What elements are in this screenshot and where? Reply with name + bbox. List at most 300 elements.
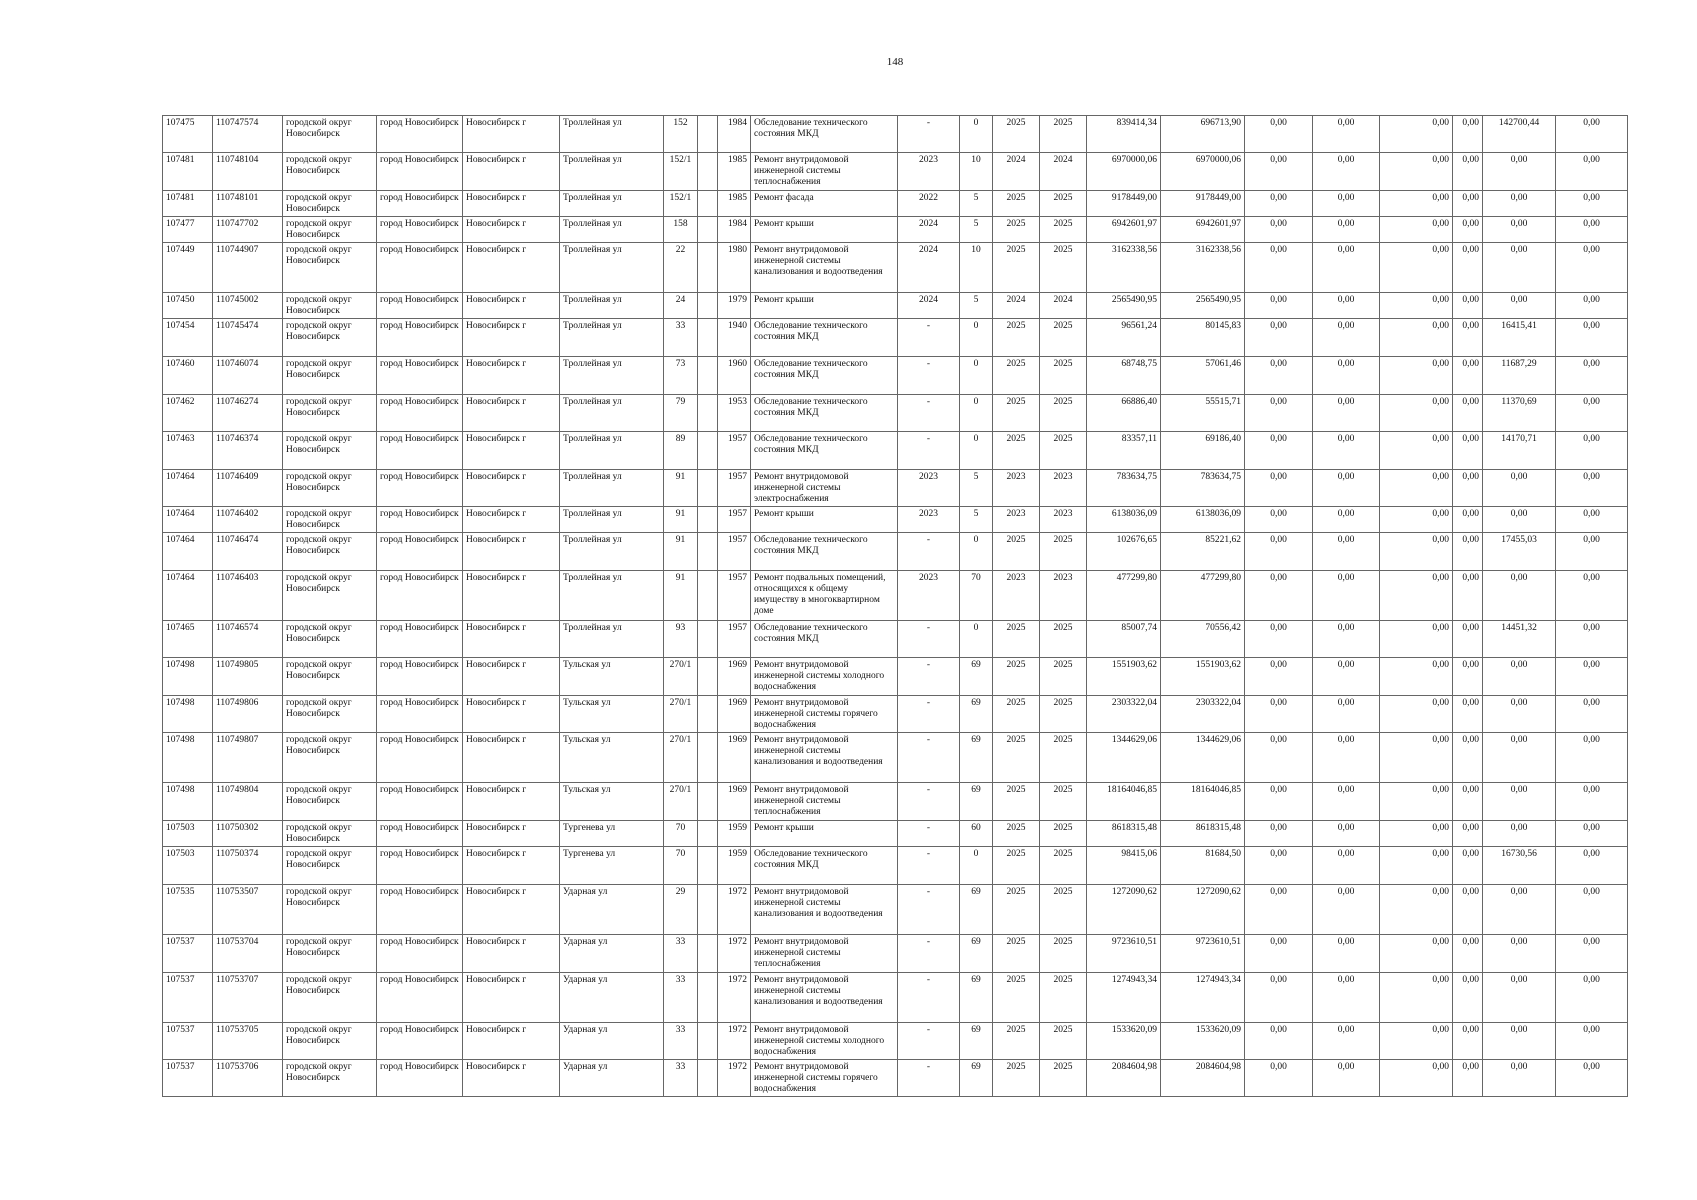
cell-fund-cost: 1272090,62: [1161, 885, 1245, 935]
cell-regional-funds: 0,00: [1313, 507, 1380, 533]
cell-wear-percent: 60: [960, 821, 993, 847]
table-row: [163, 432, 1628, 470]
cell-street: Ударная ул: [560, 885, 664, 935]
cell-regional-funds: 0,00: [1313, 357, 1380, 395]
cell-year-built: 1979: [718, 293, 751, 319]
cell-work-type: Ремонт подвальных помещений, относящихся к общему имуществу в многоквартирном доме: [751, 571, 898, 621]
cell-year-built: 1984: [718, 116, 751, 153]
cell-prev-repair-year: -: [898, 696, 960, 733]
cell-extra-funds: 0,00: [1556, 432, 1628, 470]
cell-fund-cost: 85221,62: [1161, 533, 1245, 571]
page-number: 148: [886, 56, 904, 68]
cell-total-cost: 9723610,51: [1087, 935, 1161, 973]
cell-local-funds: 0,00: [1380, 507, 1453, 533]
cell-owners-funds: 11687,29: [1483, 357, 1556, 395]
cell-local-funds: 0,00: [1380, 1060, 1453, 1097]
cell-settlement: город Новосибирск: [377, 696, 463, 733]
cell-building: [698, 432, 718, 470]
cell-settlement: город Новосибирск: [377, 973, 463, 1023]
cell-work-type: Ремонт крыши: [751, 217, 898, 243]
cell-settlement: город Новосибирск: [377, 658, 463, 696]
cell-fund-cost: 1533620,09: [1161, 1023, 1245, 1060]
cell-wear-percent: 69: [960, 973, 993, 1023]
cell-plan-end-year: 2025: [1040, 847, 1087, 885]
table-row: [163, 470, 1628, 507]
cell-total-cost: 2084604,98: [1087, 1060, 1161, 1097]
cell-locality: Новосибирск г: [463, 821, 560, 847]
cell-municipal-district: городской округ Новосибирск: [283, 571, 377, 621]
cell-other-funds: 0,00: [1453, 571, 1483, 621]
cell-house-id: 107460: [163, 357, 213, 395]
cell-total-cost: 1272090,62: [1087, 885, 1161, 935]
cell-other-funds: 0,00: [1453, 191, 1483, 217]
cell-plan-end-year: 2025: [1040, 885, 1087, 935]
cell-prev-repair-year: -: [898, 357, 960, 395]
table-row: [163, 1060, 1628, 1097]
cell-regional-funds: 0,00: [1313, 658, 1380, 696]
cell-total-cost: 2303322,04: [1087, 696, 1161, 733]
cell-street: Ударная ул: [560, 1023, 664, 1060]
cell-prev-repair-year: -: [898, 847, 960, 885]
cell-prev-repair-year: 2022: [898, 191, 960, 217]
cell-other-funds: 0,00: [1453, 319, 1483, 357]
cell-federal-funds: 0,00: [1245, 571, 1313, 621]
table-row: [163, 973, 1628, 1023]
cell-other-funds: 0,00: [1453, 973, 1483, 1023]
cell-wear-percent: 69: [960, 935, 993, 973]
cell-building: [698, 571, 718, 621]
cell-plan-start-year: 2025: [993, 847, 1040, 885]
cell-house-number: 91: [664, 507, 698, 533]
cell-work-type: Обследование технического состояния МКД: [751, 116, 898, 153]
cell-total-cost: 839414,34: [1087, 116, 1161, 153]
cell-federal-funds: 0,00: [1245, 935, 1313, 973]
cell-federal-funds: 0,00: [1245, 432, 1313, 470]
cell-building: [698, 191, 718, 217]
cell-regional-funds: 0,00: [1313, 1060, 1380, 1097]
cell-extra-funds: 0,00: [1556, 243, 1628, 293]
cell-house-number: 33: [664, 935, 698, 973]
cell-settlement: город Новосибирск: [377, 243, 463, 293]
cell-work-type: Обследование технического состояния МКД: [751, 395, 898, 432]
cell-street: Ударная ул: [560, 973, 664, 1023]
cell-extra-funds: 0,00: [1556, 783, 1628, 821]
cell-federal-funds: 0,00: [1245, 191, 1313, 217]
cell-work-type: Ремонт внутридомовой инженерной системы горячего водоснабжения: [751, 1060, 898, 1097]
cell-house-number: 270/1: [664, 658, 698, 696]
cell-locality: Новосибирск г: [463, 293, 560, 319]
cell-plan-end-year: 2025: [1040, 319, 1087, 357]
cell-work-type: Ремонт внутридомовой инженерной системы канализования и водоотведения: [751, 885, 898, 935]
cell-street: Троллейная ул: [560, 357, 664, 395]
cell-record-id: 110746403: [213, 571, 283, 621]
cell-house-number: 33: [664, 973, 698, 1023]
cell-total-cost: 6138036,09: [1087, 507, 1161, 533]
cell-locality: Новосибирск г: [463, 571, 560, 621]
cell-wear-percent: 70: [960, 571, 993, 621]
cell-other-funds: 0,00: [1453, 533, 1483, 571]
table-row: [163, 357, 1628, 395]
cell-plan-start-year: 2025: [993, 191, 1040, 217]
cell-plan-end-year: 2025: [1040, 783, 1087, 821]
cell-year-built: 1953: [718, 395, 751, 432]
cell-house-number: 33: [664, 1060, 698, 1097]
table-row: [163, 783, 1628, 821]
cell-wear-percent: 69: [960, 733, 993, 783]
cell-owners-funds: 0,00: [1483, 696, 1556, 733]
cell-prev-repair-year: -: [898, 733, 960, 783]
capital-repair-table: [162, 115, 1628, 1097]
cell-owners-funds: 0,00: [1483, 1023, 1556, 1060]
table-row: [163, 1023, 1628, 1060]
cell-extra-funds: 0,00: [1556, 533, 1628, 571]
cell-street: Троллейная ул: [560, 507, 664, 533]
cell-owners-funds: 14170,71: [1483, 432, 1556, 470]
cell-other-funds: 0,00: [1453, 243, 1483, 293]
cell-extra-funds: 0,00: [1556, 847, 1628, 885]
cell-fund-cost: 1551903,62: [1161, 658, 1245, 696]
cell-regional-funds: 0,00: [1313, 293, 1380, 319]
cell-prev-repair-year: -: [898, 432, 960, 470]
cell-street: Троллейная ул: [560, 243, 664, 293]
cell-extra-funds: 0,00: [1556, 1023, 1628, 1060]
cell-record-id: 110749807: [213, 733, 283, 783]
cell-wear-percent: 69: [960, 696, 993, 733]
cell-record-id: 110749805: [213, 658, 283, 696]
cell-building: [698, 973, 718, 1023]
cell-street: Ударная ул: [560, 1060, 664, 1097]
cell-locality: Новосибирск г: [463, 357, 560, 395]
cell-record-id: 110745474: [213, 319, 283, 357]
cell-wear-percent: 5: [960, 217, 993, 243]
cell-wear-percent: 0: [960, 847, 993, 885]
cell-prev-repair-year: -: [898, 319, 960, 357]
cell-plan-end-year: 2025: [1040, 116, 1087, 153]
cell-total-cost: 68748,75: [1087, 357, 1161, 395]
cell-record-id: 110745002: [213, 293, 283, 319]
cell-plan-start-year: 2025: [993, 658, 1040, 696]
cell-plan-end-year: 2025: [1040, 357, 1087, 395]
cell-locality: Новосибирск г: [463, 319, 560, 357]
cell-owners-funds: 11370,69: [1483, 395, 1556, 432]
cell-fund-cost: 2303322,04: [1161, 696, 1245, 733]
cell-federal-funds: 0,00: [1245, 153, 1313, 191]
cell-federal-funds: 0,00: [1245, 733, 1313, 783]
cell-total-cost: 2565490,95: [1087, 293, 1161, 319]
cell-local-funds: 0,00: [1380, 935, 1453, 973]
cell-building: [698, 621, 718, 658]
cell-plan-start-year: 2023: [993, 571, 1040, 621]
cell-owners-funds: 0,00: [1483, 470, 1556, 507]
cell-federal-funds: 0,00: [1245, 885, 1313, 935]
cell-regional-funds: 0,00: [1313, 1023, 1380, 1060]
cell-settlement: город Новосибирск: [377, 571, 463, 621]
cell-extra-funds: 0,00: [1556, 571, 1628, 621]
cell-local-funds: 0,00: [1380, 658, 1453, 696]
cell-owners-funds: 14451,32: [1483, 621, 1556, 658]
cell-prev-repair-year: 2024: [898, 293, 960, 319]
cell-work-type: Ремонт внутридомовой инженерной системы холодного водоснабжения: [751, 658, 898, 696]
cell-other-funds: 0,00: [1453, 293, 1483, 319]
cell-other-funds: 0,00: [1453, 116, 1483, 153]
cell-building: [698, 319, 718, 357]
cell-year-built: 1972: [718, 1023, 751, 1060]
cell-total-cost: 102676,65: [1087, 533, 1161, 571]
cell-building: [698, 470, 718, 507]
cell-year-built: 1980: [718, 243, 751, 293]
cell-plan-start-year: 2025: [993, 533, 1040, 571]
cell-other-funds: 0,00: [1453, 621, 1483, 658]
cell-locality: Новосибирск г: [463, 507, 560, 533]
cell-extra-funds: 0,00: [1556, 357, 1628, 395]
cell-municipal-district: городской округ Новосибирск: [283, 243, 377, 293]
cell-other-funds: 0,00: [1453, 847, 1483, 885]
cell-house-number: 152/1: [664, 191, 698, 217]
cell-extra-funds: 0,00: [1556, 821, 1628, 847]
cell-regional-funds: 0,00: [1313, 533, 1380, 571]
cell-regional-funds: 0,00: [1313, 432, 1380, 470]
cell-street: Тульская ул: [560, 733, 664, 783]
cell-owners-funds: 0,00: [1483, 153, 1556, 191]
table-row: [163, 507, 1628, 533]
cell-building: [698, 696, 718, 733]
table-row: [163, 191, 1628, 217]
cell-federal-funds: 0,00: [1245, 243, 1313, 293]
cell-settlement: город Новосибирск: [377, 733, 463, 783]
cell-total-cost: 477299,80: [1087, 571, 1161, 621]
cell-federal-funds: 0,00: [1245, 1023, 1313, 1060]
cell-settlement: город Новосибирск: [377, 1060, 463, 1097]
cell-work-type: Ремонт крыши: [751, 821, 898, 847]
cell-regional-funds: 0,00: [1313, 191, 1380, 217]
cell-local-funds: 0,00: [1380, 191, 1453, 217]
cell-street: Тульская ул: [560, 658, 664, 696]
cell-local-funds: 0,00: [1380, 357, 1453, 395]
cell-plan-end-year: 2025: [1040, 733, 1087, 783]
cell-local-funds: 0,00: [1380, 696, 1453, 733]
cell-plan-end-year: 2025: [1040, 658, 1087, 696]
cell-federal-funds: 0,00: [1245, 973, 1313, 1023]
cell-locality: Новосибирск г: [463, 395, 560, 432]
cell-building: [698, 935, 718, 973]
cell-locality: Новосибирск г: [463, 191, 560, 217]
cell-building: [698, 821, 718, 847]
cell-street: Троллейная ул: [560, 432, 664, 470]
cell-municipal-district: городской округ Новосибирск: [283, 821, 377, 847]
cell-fund-cost: 3162338,56: [1161, 243, 1245, 293]
cell-settlement: город Новосибирск: [377, 935, 463, 973]
cell-street: Троллейная ул: [560, 153, 664, 191]
cell-settlement: город Новосибирск: [377, 507, 463, 533]
cell-fund-cost: 70556,42: [1161, 621, 1245, 658]
cell-locality: Новосибирск г: [463, 658, 560, 696]
cell-wear-percent: 69: [960, 783, 993, 821]
cell-year-built: 1969: [718, 783, 751, 821]
cell-year-built: 1972: [718, 885, 751, 935]
cell-extra-funds: 0,00: [1556, 507, 1628, 533]
cell-federal-funds: 0,00: [1245, 658, 1313, 696]
cell-extra-funds: 0,00: [1556, 621, 1628, 658]
cell-record-id: 110746074: [213, 357, 283, 395]
cell-plan-start-year: 2025: [993, 432, 1040, 470]
cell-plan-end-year: 2025: [1040, 432, 1087, 470]
cell-owners-funds: 0,00: [1483, 973, 1556, 1023]
cell-owners-funds: 16730,56: [1483, 847, 1556, 885]
cell-record-id: 110753706: [213, 1060, 283, 1097]
cell-other-funds: 0,00: [1453, 470, 1483, 507]
cell-regional-funds: 0,00: [1313, 885, 1380, 935]
cell-record-id: 110749804: [213, 783, 283, 821]
cell-plan-start-year: 2025: [993, 821, 1040, 847]
cell-building: [698, 293, 718, 319]
cell-local-funds: 0,00: [1380, 621, 1453, 658]
cell-fund-cost: 6970000,06: [1161, 153, 1245, 191]
cell-record-id: 110746409: [213, 470, 283, 507]
cell-house-number: 91: [664, 533, 698, 571]
cell-other-funds: 0,00: [1453, 507, 1483, 533]
cell-street: Троллейная ул: [560, 533, 664, 571]
cell-record-id: 110746402: [213, 507, 283, 533]
cell-wear-percent: 0: [960, 319, 993, 357]
cell-prev-repair-year: -: [898, 533, 960, 571]
cell-fund-cost: 2084604,98: [1161, 1060, 1245, 1097]
cell-plan-start-year: 2025: [993, 357, 1040, 395]
cell-local-funds: 0,00: [1380, 821, 1453, 847]
cell-locality: Новосибирск г: [463, 696, 560, 733]
cell-wear-percent: 0: [960, 432, 993, 470]
cell-settlement: город Новосибирск: [377, 319, 463, 357]
cell-house-id: 107449: [163, 243, 213, 293]
cell-settlement: город Новосибирск: [377, 191, 463, 217]
cell-municipal-district: городской округ Новосибирск: [283, 973, 377, 1023]
cell-building: [698, 153, 718, 191]
cell-year-built: 1972: [718, 973, 751, 1023]
cell-house-id: 107465: [163, 621, 213, 658]
cell-street: Троллейная ул: [560, 293, 664, 319]
cell-record-id: 110744907: [213, 243, 283, 293]
cell-municipal-district: городской округ Новосибирск: [283, 935, 377, 973]
cell-plan-end-year: 2025: [1040, 1023, 1087, 1060]
table-row: [163, 217, 1628, 243]
cell-house-number: 33: [664, 319, 698, 357]
cell-building: [698, 243, 718, 293]
cell-work-type: Обследование технического состояния МКД: [751, 847, 898, 885]
cell-street: Ударная ул: [560, 935, 664, 973]
cell-federal-funds: 0,00: [1245, 533, 1313, 571]
cell-regional-funds: 0,00: [1313, 783, 1380, 821]
cell-street: Тульская ул: [560, 783, 664, 821]
cell-year-built: 1972: [718, 935, 751, 973]
cell-house-number: 91: [664, 571, 698, 621]
cell-prev-repair-year: -: [898, 935, 960, 973]
cell-extra-funds: 0,00: [1556, 885, 1628, 935]
cell-year-built: 1985: [718, 153, 751, 191]
cell-building: [698, 733, 718, 783]
cell-extra-funds: 0,00: [1556, 293, 1628, 319]
cell-record-id: 110746474: [213, 533, 283, 571]
cell-municipal-district: городской округ Новосибирск: [283, 621, 377, 658]
cell-owners-funds: 0,00: [1483, 658, 1556, 696]
cell-regional-funds: 0,00: [1313, 973, 1380, 1023]
cell-wear-percent: 0: [960, 395, 993, 432]
cell-prev-repair-year: -: [898, 395, 960, 432]
cell-house-id: 107537: [163, 1023, 213, 1060]
cell-year-built: 1972: [718, 1060, 751, 1097]
cell-extra-funds: 0,00: [1556, 116, 1628, 153]
cell-federal-funds: 0,00: [1245, 507, 1313, 533]
cell-fund-cost: 55515,71: [1161, 395, 1245, 432]
cell-municipal-district: городской округ Новосибирск: [283, 395, 377, 432]
cell-plan-start-year: 2024: [993, 153, 1040, 191]
cell-work-type: Ремонт внутридомовой инженерной системы канализования и водоотведения: [751, 973, 898, 1023]
cell-municipal-district: городской округ Новосибирск: [283, 658, 377, 696]
cell-settlement: город Новосибирск: [377, 470, 463, 507]
cell-extra-funds: 0,00: [1556, 319, 1628, 357]
cell-plan-end-year: 2023: [1040, 571, 1087, 621]
cell-regional-funds: 0,00: [1313, 470, 1380, 507]
cell-year-built: 1985: [718, 191, 751, 217]
cell-prev-repair-year: 2024: [898, 217, 960, 243]
cell-total-cost: 6942601,97: [1087, 217, 1161, 243]
cell-house-number: 22: [664, 243, 698, 293]
cell-plan-end-year: 2025: [1040, 243, 1087, 293]
cell-plan-end-year: 2025: [1040, 1060, 1087, 1097]
cell-extra-funds: 0,00: [1556, 658, 1628, 696]
cell-owners-funds: 0,00: [1483, 733, 1556, 783]
cell-other-funds: 0,00: [1453, 821, 1483, 847]
cell-street: Троллейная ул: [560, 319, 664, 357]
cell-local-funds: 0,00: [1380, 293, 1453, 319]
table-row: [163, 885, 1628, 935]
table-body: [163, 116, 1628, 1097]
cell-locality: Новосибирск г: [463, 243, 560, 293]
cell-work-type: Ремонт крыши: [751, 293, 898, 319]
cell-federal-funds: 0,00: [1245, 116, 1313, 153]
cell-locality: Новосибирск г: [463, 1060, 560, 1097]
cell-fund-cost: 6942601,97: [1161, 217, 1245, 243]
cell-local-funds: 0,00: [1380, 395, 1453, 432]
cell-fund-cost: 69186,40: [1161, 432, 1245, 470]
cell-owners-funds: 0,00: [1483, 217, 1556, 243]
cell-local-funds: 0,00: [1380, 432, 1453, 470]
cell-regional-funds: 0,00: [1313, 571, 1380, 621]
cell-work-type: Ремонт внутридомовой инженерной системы канализования и водоотведения: [751, 243, 898, 293]
cell-plan-start-year: 2025: [993, 1060, 1040, 1097]
cell-other-funds: 0,00: [1453, 783, 1483, 821]
cell-prev-repair-year: 2023: [898, 153, 960, 191]
cell-federal-funds: 0,00: [1245, 470, 1313, 507]
cell-house-id: 107462: [163, 395, 213, 432]
table-row: [163, 293, 1628, 319]
cell-total-cost: 1533620,09: [1087, 1023, 1161, 1060]
cell-building: [698, 1023, 718, 1060]
cell-federal-funds: 0,00: [1245, 1060, 1313, 1097]
cell-locality: Новосибирск г: [463, 885, 560, 935]
cell-local-funds: 0,00: [1380, 153, 1453, 191]
cell-year-built: 1969: [718, 733, 751, 783]
table-row: [163, 153, 1628, 191]
cell-federal-funds: 0,00: [1245, 621, 1313, 658]
cell-year-built: 1969: [718, 696, 751, 733]
cell-fund-cost: 1344629,06: [1161, 733, 1245, 783]
cell-settlement: город Новосибирск: [377, 885, 463, 935]
cell-settlement: город Новосибирск: [377, 153, 463, 191]
cell-year-built: 1957: [718, 470, 751, 507]
cell-building: [698, 1060, 718, 1097]
cell-municipal-district: городской округ Новосибирск: [283, 357, 377, 395]
cell-total-cost: 3162338,56: [1087, 243, 1161, 293]
cell-building: [698, 357, 718, 395]
